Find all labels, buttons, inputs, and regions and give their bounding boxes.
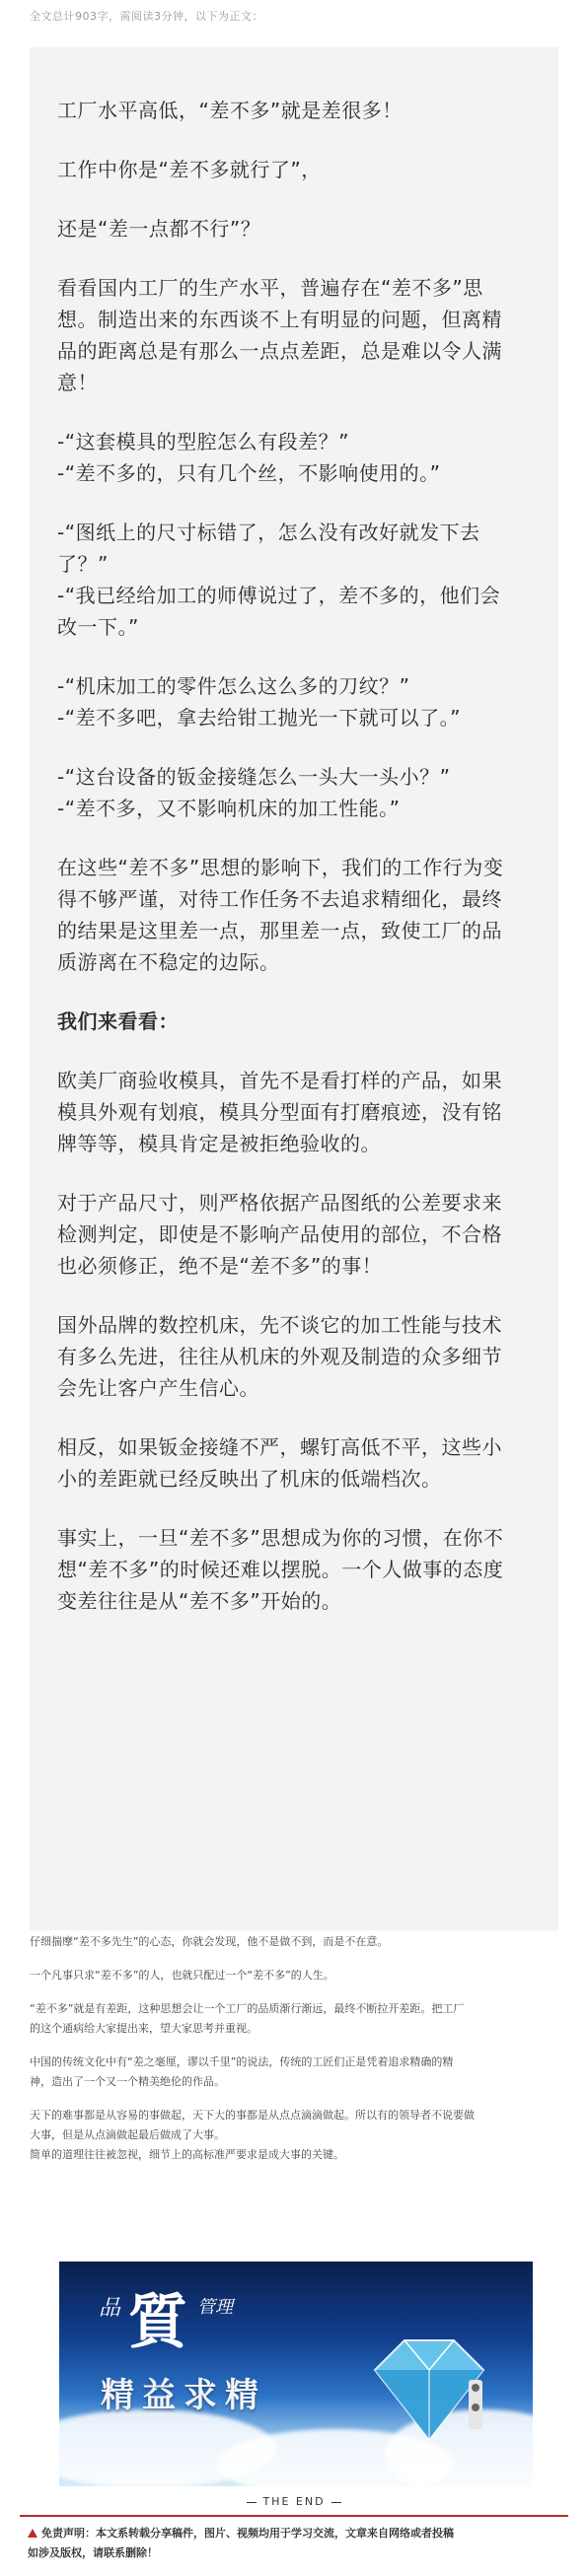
- paragraph-line: 的结果是这里差一点，那里差一点，致使工厂的品: [57, 919, 502, 942]
- article-paragraph: [57, 426, 531, 489]
- paragraph-line: -“这台设备的钣金接缝怎么一头大一头小？”: [57, 765, 451, 789]
- paragraph-line: 欧美厂商验收模具，首先不是看打样的产品，如果: [57, 1069, 502, 1092]
- paragraph-line: 意！: [57, 371, 98, 394]
- summary-line: 大事，但是从点滴做起最后做成了大事。: [30, 2128, 225, 2141]
- summary-paragraph: [30, 2106, 558, 2165]
- summary-paragraph: [30, 1999, 558, 2039]
- paragraph-line: 还是“差一点都不行”？: [57, 217, 261, 241]
- paragraph-line: 对于产品尺寸，则严格依据产品图纸的公差要求来: [57, 1191, 502, 1215]
- paragraph-line: 看看国内工厂的生产水平，普遍存在“差不多”思: [57, 276, 483, 300]
- read-info: 全文总计903字，需阅读3分钟，以下为正文：: [30, 10, 263, 23]
- article-paragraph: [57, 1522, 531, 1617]
- summary-line: 神，造出了一个又一个精美绝伦的作品。: [30, 2075, 225, 2088]
- article-paragraph: [57, 1187, 531, 1282]
- article-paragraph: [57, 1309, 531, 1404]
- banner-char-2: 質: [128, 2288, 187, 2357]
- quality-banner-image: [59, 2262, 533, 2486]
- article-paragraph: [57, 213, 531, 244]
- paragraph-line: 得不够严谨，对待工作任务不去追求精细化，最终: [57, 887, 502, 911]
- disclaimer-line: 如涉及版权，请联系删除！: [28, 2546, 158, 2559]
- paragraph-line: 会先让客户产生信心。: [57, 1376, 259, 1400]
- disclaimer: [28, 2524, 560, 2563]
- paragraph-line: 相反，如果钣金接缝不严，螺钉高低不平，这些小: [57, 1435, 502, 1459]
- summary-line: 一个凡事只求“差不多”的人，也就只配过一个“差不多”的人生。: [30, 1969, 334, 1982]
- footer-divider: [20, 2515, 568, 2517]
- article-paragraph: [57, 95, 531, 126]
- summary-line: 简单的道理往往被忽视，细节上的高标准严要求是成大事的关键。: [30, 2148, 344, 2161]
- summary-line: 中国的传统文化中有“差之毫厘，谬以千里”的说法，传统的工匠们正是凭着追求精确的精: [30, 2055, 454, 2068]
- paragraph-line: -“差不多吧，拿去给钳工抛光一下就可以了。”: [57, 706, 461, 730]
- article-paragraph: [57, 1065, 531, 1159]
- article-paragraph: [57, 1006, 531, 1037]
- the-end-marker: THE END: [0, 2495, 588, 2508]
- paragraph-line: 品的距离总是有那么一点点差距，总是难以令人满: [57, 339, 502, 363]
- paragraph-line: 有多么先进，往往从机床的外观及制造的众多细节: [57, 1345, 502, 1368]
- article-paragraph: [57, 517, 531, 643]
- summary-paragraph: [30, 2053, 558, 2092]
- banner-slogan: 精益求精: [101, 2376, 266, 2415]
- paragraph-line: 模具外观有划痕，模具分型面有打磨痕迹，没有铭: [57, 1100, 502, 1124]
- article-paragraph: [57, 670, 531, 733]
- summary-section: [30, 1932, 558, 2165]
- warning-icon: [28, 2529, 37, 2538]
- paragraph-line: 检测判定，即使是不影响产品使用的部位，不合格: [57, 1222, 502, 1246]
- article-card: [30, 47, 558, 1930]
- paragraph-line: -“机床加工的零件怎么这么多的刀纹？”: [57, 674, 410, 698]
- article-paragraph: [57, 154, 531, 185]
- paragraph-line: 我们来看看：: [57, 1010, 179, 1033]
- paragraph-line: 变差往往是从“差不多”开始的。: [57, 1589, 342, 1613]
- paragraph-line: -“图纸上的尺寸标错了，怎么没有改好就发下去: [57, 521, 480, 544]
- paragraph-line: -“这套模具的型腔怎么有段差？”: [57, 430, 349, 453]
- summary-line: 的这个通病给大家提出来，望大家思考并重视。: [30, 2022, 257, 2035]
- paragraph-line: 工厂水平高低，“差不多”就是差很多！: [57, 99, 403, 122]
- paragraph-line: 想。制造出来的东西谈不上有明显的问题，但离精: [57, 308, 502, 331]
- paragraph-line: 质游离在不稳定的边际。: [57, 950, 280, 974]
- summary-paragraph: [30, 1932, 558, 1952]
- banner-char-3: 管理: [197, 2297, 233, 2318]
- paragraph-line: 想“差不多”的时候还难以摆脱。一个人做事的态度: [57, 1558, 504, 1581]
- paragraph-line: 国外品牌的数控机床，先不谈它的加工性能与技术: [57, 1313, 502, 1337]
- summary-line: 天下的难事都是从容易的事做起，天下大的事都是从点点滴滴做起。所以有的领导者不说要做: [30, 2109, 475, 2122]
- paragraph-line: 也必须修正，绝不是“差不多”的事！: [57, 1254, 383, 1278]
- article-paragraph: [57, 761, 531, 824]
- article-paragraph: [57, 852, 531, 978]
- paragraph-line: 工作中你是“差不多就行了”，: [57, 158, 322, 181]
- paragraph-line: 在这些“差不多”思想的影响下，我们的工作行为变: [57, 856, 504, 879]
- disclaimer-line: 免责声明：本文系转载分享稿件，图片、视频均用于学习交流，文章来自网络或者投稿: [28, 2524, 560, 2543]
- paragraph-line: 了？”: [57, 552, 109, 576]
- paragraph-line: -“差不多，又不影响机床的加工性能。”: [57, 797, 401, 820]
- summary-line: “差不多”就是有差距，这种思想会让一个工厂的品质渐行渐远，最终不断拉开差距。把工厂: [30, 2002, 465, 2015]
- article-body: [30, 47, 558, 1617]
- paragraph-line: -“我已经给加工的师傅说过了，差不多的，他们会: [57, 584, 501, 607]
- paragraph-line: 牌等等，模具肯定是被拒绝验收的。: [57, 1132, 381, 1155]
- diamond-icon: [355, 2331, 503, 2449]
- article-paragraph: [57, 1431, 531, 1495]
- paragraph-line: -“差不多的，只有几个丝，不影响使用的。”: [57, 461, 441, 485]
- article-paragraph: [57, 272, 531, 398]
- paragraph-line: 事实上，一旦“差不多”思想成为你的习惯，在你不: [57, 1526, 504, 1550]
- paragraph-line: 小的差距就已经反映出了机床的低端档次。: [57, 1467, 442, 1491]
- banner-char-1: 品: [99, 2296, 121, 2321]
- summary-line: 仔细揣摩“差不多先生”的心态，你就会发现，他不是做不到，而是不在意。: [30, 1935, 389, 1948]
- summary-paragraph: [30, 1966, 558, 1985]
- paragraph-line: 改一下。”: [57, 615, 139, 639]
